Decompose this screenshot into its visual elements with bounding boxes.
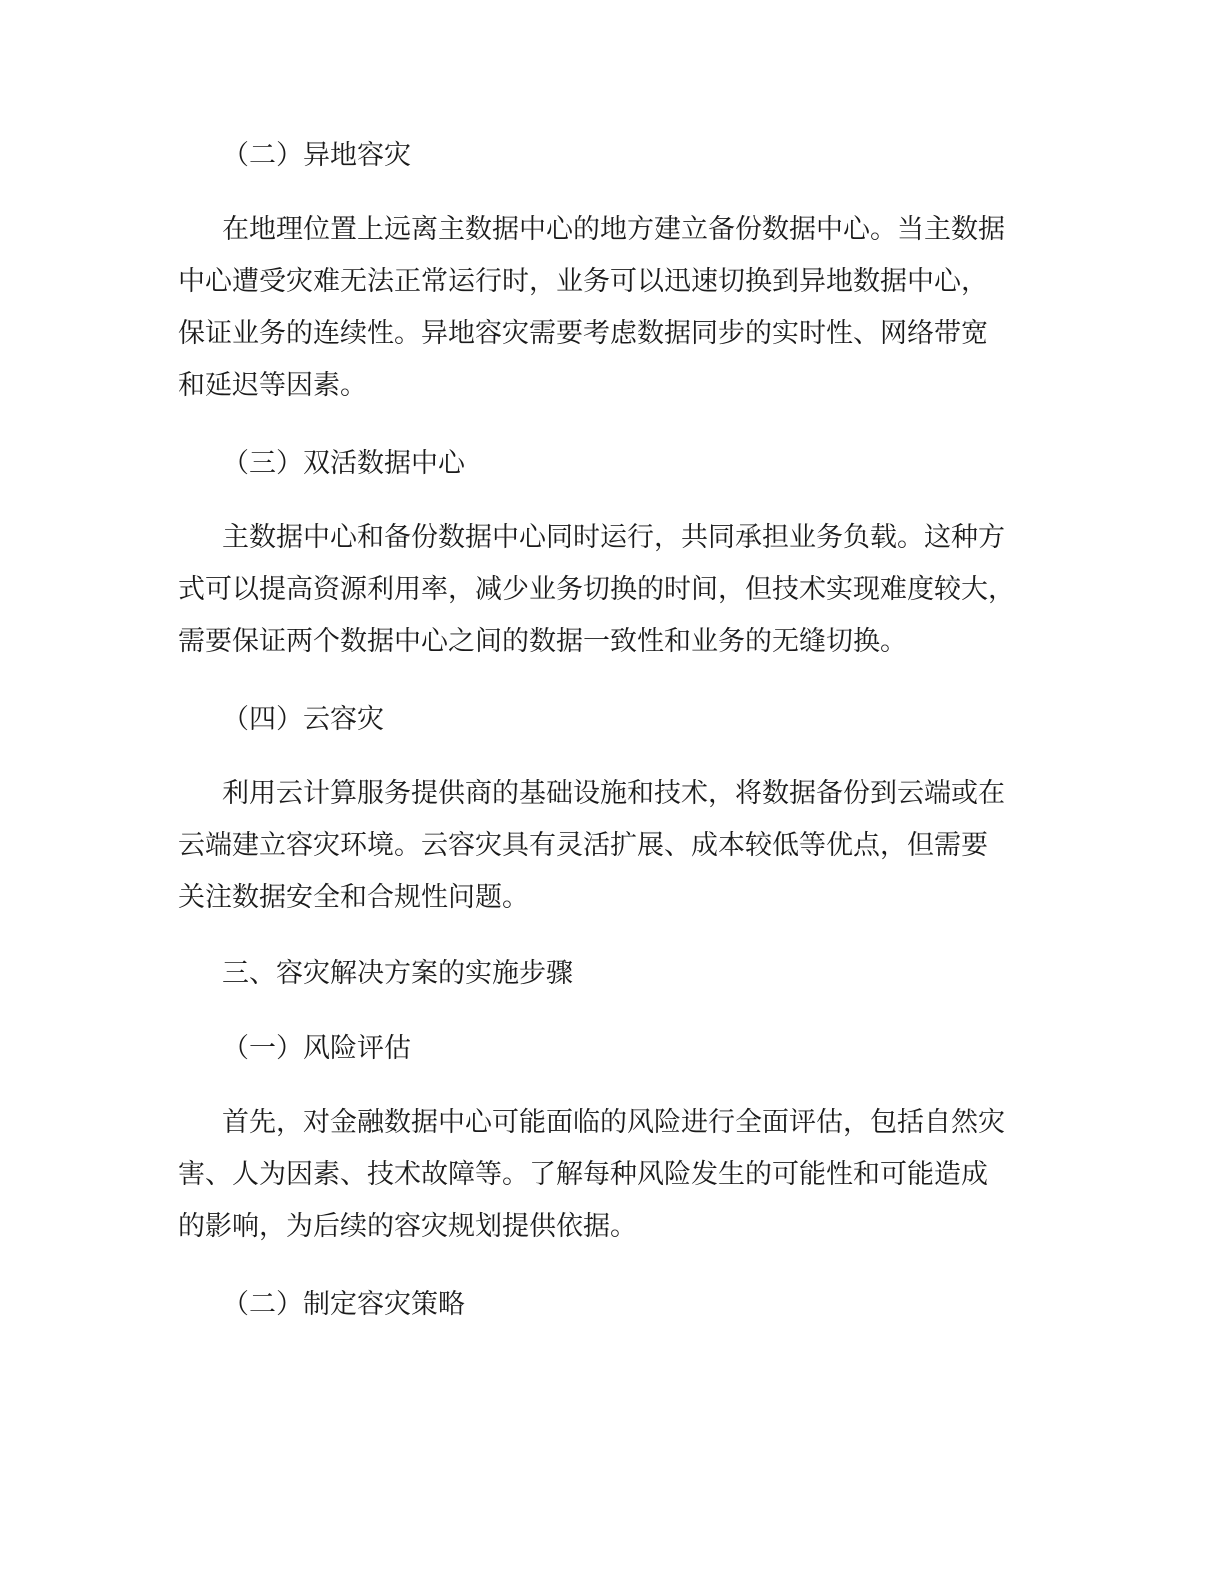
step-heading-risk-assessment: （一）风险评估 <box>222 1033 411 1064</box>
paragraph-line: 式可以提高资源利用率，减少业务切换的时间，但技术实现难度较大， <box>178 574 1015 605</box>
section-heading-active-active: （三）双活数据中心 <box>222 448 465 479</box>
paragraph-line: 需要保证两个数据中心之间的数据一致性和业务的无缝切换。 <box>178 626 907 657</box>
paragraph-line: 的影响，为后续的容灾规划提供依据。 <box>178 1211 637 1242</box>
paragraph-remote-dr <box>178 204 1068 412</box>
paragraph-cloud-dr <box>178 768 1068 924</box>
paragraph-line: 在地理位置上远离主数据中心的地方建立备份数据中心。当主数据 <box>222 214 1005 245</box>
section-heading-remote-dr: （二）异地容灾 <box>222 140 411 171</box>
section-heading-cloud-dr: （四）云容灾 <box>222 704 384 735</box>
paragraph-risk-assessment <box>178 1097 1068 1253</box>
step-heading-dr-strategy: （二）制定容灾策略 <box>222 1289 465 1320</box>
paragraph-line: 云端建立容灾环境。云容灾具有灵活扩展、成本较低等优点，但需要 <box>178 830 988 861</box>
chapter-heading: 三、容灾解决方案的实施步骤 <box>222 958 573 989</box>
paragraph-line: 保证业务的连续性。异地容灾需要考虑数据同步的实时性、网络带宽 <box>178 318 988 349</box>
paragraph-line: 关注数据安全和合规性问题。 <box>178 882 529 913</box>
paragraph-line: 中心遭受灾难无法正常运行时，业务可以迅速切换到异地数据中心， <box>178 266 988 297</box>
paragraph-line: 利用云计算服务提供商的基础设施和技术，将数据备份到云端或在 <box>222 778 1005 809</box>
paragraph-line: 害、人为因素、技术故障等。了解每种风险发生的可能性和可能造成 <box>178 1159 988 1190</box>
paragraph-line: 和延迟等因素。 <box>178 370 367 401</box>
paragraph-active-active <box>178 512 1068 668</box>
paragraph-line: 主数据中心和备份数据中心同时运行，共同承担业务负载。这种方 <box>222 522 1005 553</box>
paragraph-line: 首先，对金融数据中心可能面临的风险进行全面评估，包括自然灾 <box>222 1107 1005 1138</box>
